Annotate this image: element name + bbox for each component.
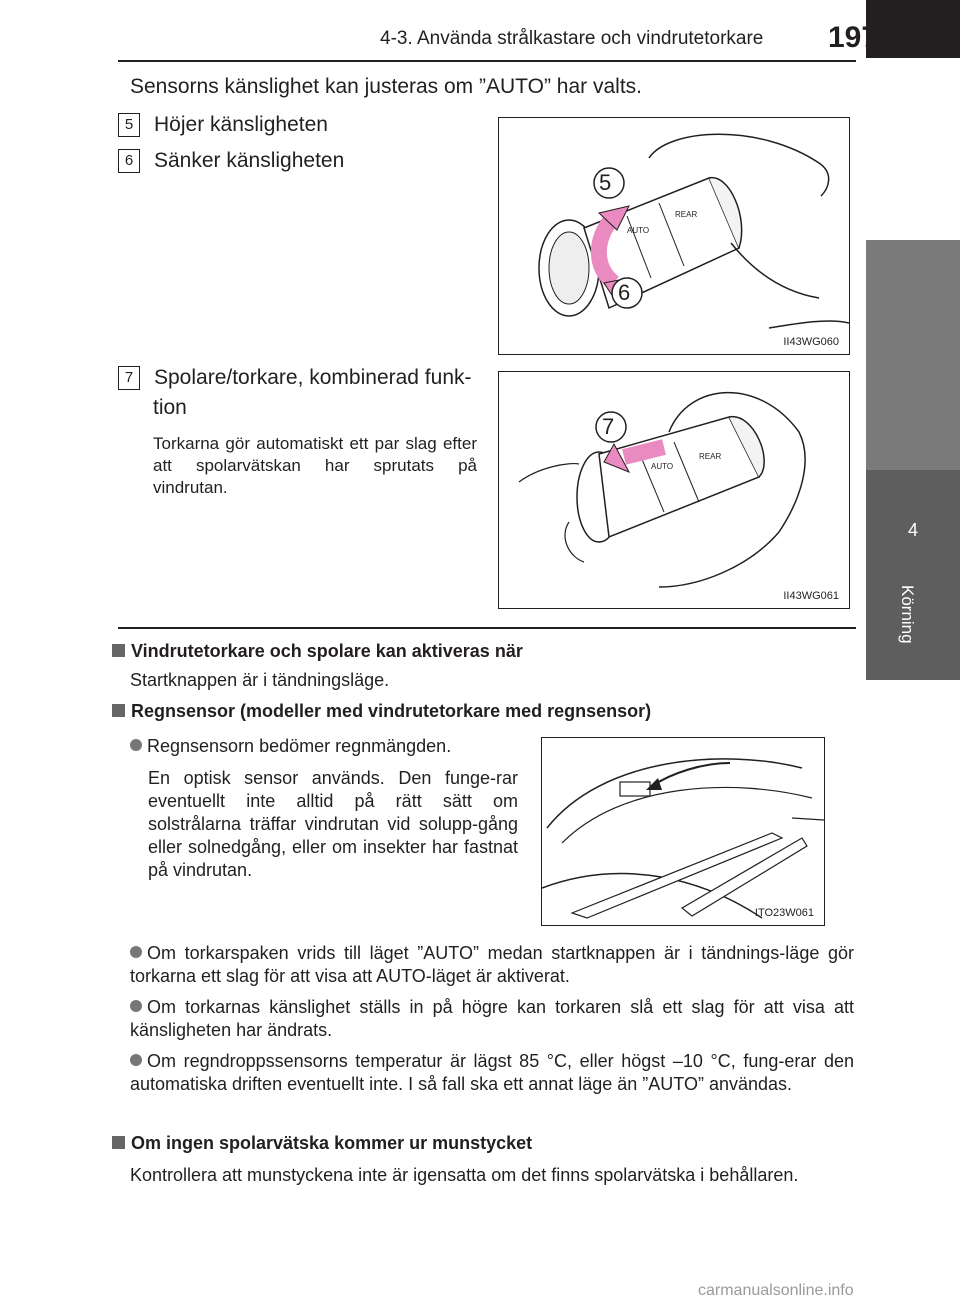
windshield-illustration [542, 738, 824, 925]
callout-5: 5 [599, 170, 612, 195]
figure-rain-sensor [541, 737, 825, 926]
note-heading: Om ingen spolarvätska kommer ur munstycket [112, 1133, 532, 1154]
figure-code: II43WG060 [783, 336, 839, 348]
intro-text: Sensorns känslighet kan justeras om ”AUTO” har valts. [130, 75, 642, 98]
note-heading: Vindrutetorkare och spolare kan aktiveras när [112, 641, 523, 662]
step-7-description: Torkarna gör automatiskt ett par slag efter att spolarvätskan har sprutats på vindrutan. [153, 434, 477, 497]
step-label: Höjer känsligheten [154, 113, 328, 136]
square-bullet-icon [112, 644, 125, 657]
square-bullet-icon [112, 704, 125, 717]
square-bullet-icon [112, 1136, 125, 1149]
bullet-item: Om torkarnas känslighet ställs in på högre kan torkaren slå ett slag för att visa att känsligheten har ändrats. [130, 997, 854, 1040]
side-tab-chapter-block [866, 470, 960, 680]
bullet-item: Regnsensorn bedömer regnmängden. [130, 735, 451, 758]
step-7 [118, 366, 472, 390]
switch-label-auto: AUTO [651, 462, 674, 471]
step-number-box: 6 [118, 149, 140, 173]
bullet-item: Om regndroppssensorns temperatur är lägst 85 °C, eller högst –10 °C, fung-erar den automatiska driften eventuellt inte. I så fall ska ett annat läge än ”AUTO” användas. [130, 1051, 854, 1094]
switch-label-rear: REAR [699, 452, 722, 461]
wiper-lever-illustration [499, 118, 849, 354]
watermark: carmanualsonline.info [698, 1282, 854, 1299]
step-number-box: 7 [118, 366, 140, 390]
side-tab-top-block [866, 0, 960, 58]
callout-6: 6 [618, 280, 631, 305]
section-rule [118, 627, 856, 629]
chapter-number: 4 [907, 520, 918, 540]
round-bullet-icon [130, 946, 142, 958]
figure-washer-wiper [498, 371, 850, 609]
switch-label-auto: AUTO [627, 226, 650, 235]
bullet-item: Om torkarspaken vrids till läget ”AUTO” medan startknappen är i tändnings-läge gör torkarna ett slag för att visa att AUTO-läget är aktiverat. [130, 943, 854, 986]
note-heading: Regnsensor (modeller med vindrutetorkare med regnsensor) [112, 701, 651, 722]
step-7-label-line2: tion [153, 396, 187, 419]
chapter-label: Körning [898, 585, 917, 644]
note-text: Startknappen är i tändningsläge. [130, 670, 390, 690]
step-6 [118, 149, 344, 173]
round-bullet-icon [130, 739, 142, 751]
header-rule [118, 60, 856, 62]
step-number-box: 5 [118, 113, 140, 137]
page-number: 197 [828, 21, 879, 54]
step-label: Sänker känsligheten [154, 149, 345, 172]
round-bullet-icon [130, 1000, 142, 1012]
figure-code: ITO23W061 [754, 907, 814, 919]
step-5 [118, 113, 328, 137]
figure-wiper-sensitivity [498, 117, 850, 355]
round-bullet-icon [130, 1054, 142, 1066]
washer-lever-illustration [499, 372, 849, 608]
figure-code: II43WG061 [783, 590, 839, 602]
section-title: 4-3. Använda strålkastare och vindrutetorkare [380, 28, 764, 49]
bullet-description: En optisk sensor används. Den funge-rar eventuellt inte alltid på rätt sätt om solstrålarna träffar vindrutan vid solupp-gång eller solnedgång, eller om insekter har fastnat på vindrutan. [148, 768, 518, 880]
callout-7: 7 [602, 414, 615, 439]
step-label: Spolare/torkare, kombinerad funk- [154, 366, 472, 389]
switch-label-rear: REAR [675, 210, 698, 219]
note-text: Kontrollera att munstyckena inte är igensatta om det finns spolarvätska i behållaren. [130, 1165, 799, 1185]
side-tab-mid-block [866, 240, 960, 470]
